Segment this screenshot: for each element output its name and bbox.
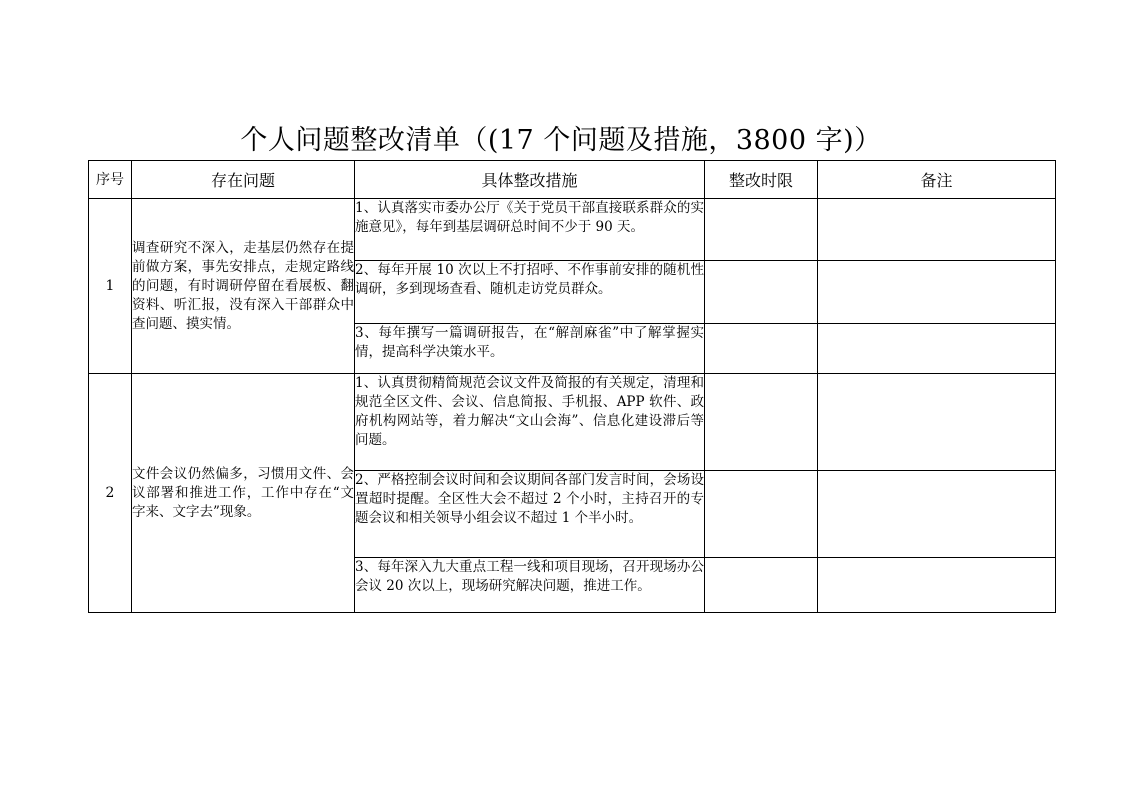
measure-cell: 2、每年开展 10 次以上不打招呼、不作事前安排的随机性调研，多到现场查看、随机走访党员群众。: [355, 261, 705, 324]
deadline-cell: [705, 199, 818, 261]
page-title: 个人问题整改清单（(17 个问题及措施，3800 字)）: [240, 125, 882, 156]
remarks-cell: [818, 471, 1056, 558]
header-measures: 具体整改措施: [355, 161, 705, 199]
deadline-cell: [705, 471, 818, 558]
remarks-cell: [818, 374, 1056, 471]
header-seq: 序号: [89, 161, 132, 199]
remarks-cell: [818, 558, 1056, 613]
header-deadline: 整改时限: [705, 161, 818, 199]
measure-cell: 2、严格控制会议时间和会议期间各部门发言时间，会场设置超时提醒。全区性大会不超过 2 个小时，主持召开的专题会议和相关领导小组会议不超过 1 个半小时。: [355, 471, 705, 558]
remarks-cell: [818, 261, 1056, 324]
deadline-cell: [705, 558, 818, 613]
deadline-cell: [705, 374, 818, 471]
issue-cell: 调查研究不深入，走基层仍然存在提前做方案，事先安排点，走规定路线的问题，有时调研停留在看展板、翻资料、听汇报，没有深入干部群众中查问题、摸实情。: [132, 199, 355, 374]
row-number: 1: [89, 199, 132, 374]
remarks-cell: [818, 199, 1056, 261]
table-row: [89, 199, 1056, 261]
issue-cell: 文件会议仍然偏多，习惯用文件、会议部署和推进工作，工作中存在“文字来、文字去”现象。: [132, 374, 355, 613]
header-remarks: 备注: [818, 161, 1056, 199]
header-row: [89, 161, 1056, 199]
table-row: [89, 374, 1056, 471]
remarks-cell: [818, 324, 1056, 374]
rectification-table: [88, 160, 1056, 613]
deadline-cell: [705, 261, 818, 324]
row-number: 2: [89, 374, 132, 613]
measure-cell: 3、每年撰写一篇调研报告，在“解剖麻雀”中了解掌握实情，提高科学决策水平。: [355, 324, 705, 374]
measure-cell: 1、认真落实市委办公厅《关于党员干部直接联系群众的实施意见》，每年到基层调研总时间不少于 90 天。: [355, 199, 705, 261]
measure-cell: 3、每年深入九大重点工程一线和项目现场，召开现场办公会议 20 次以上，现场研究解决问题，推进工作。: [355, 558, 705, 613]
header-issue: 存在问题: [132, 161, 355, 199]
deadline-cell: [705, 324, 818, 374]
measure-cell: 1、认真贯彻精简规范会议文件及简报的有关规定，清理和规范全区文件、会议、信息简报、手机报、APP 软件、政府机构网站等，着力解决“文山会海”、信息化建设滞后等问题。: [355, 374, 705, 471]
